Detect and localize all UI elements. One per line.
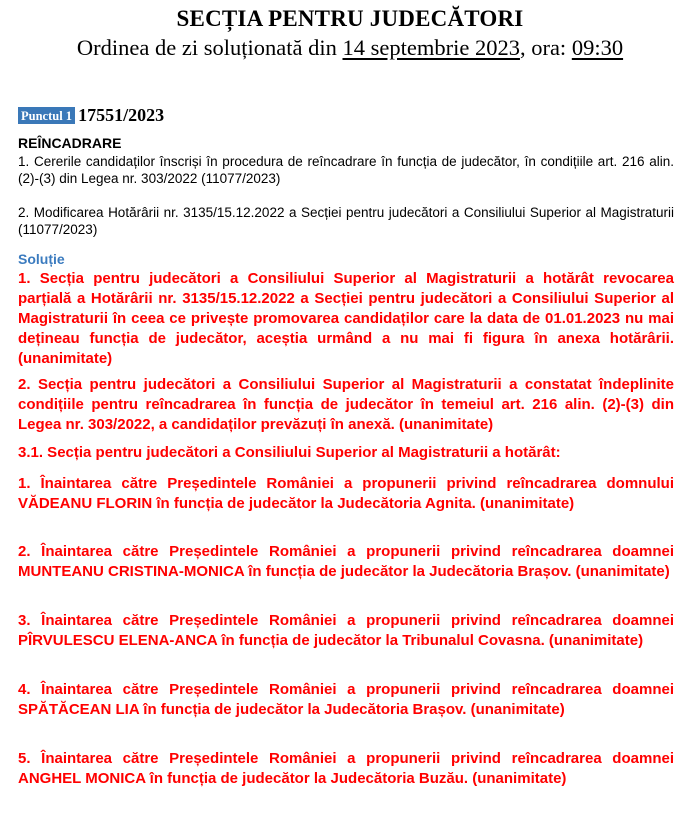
solution-item: 1. Secția pentru judecători a Consiliului Superior al Magistraturii a hotărât revocarea parțială a Hotărârii nr. 3135/15.12.2022 a Secției pentru judecători a Consiliului Superior al Magistraturii în ceea ce privește promovarea candidaților care la data de 01.01.2023 nu mai dețineau funcția de judecător, aceștia urmând a nu mai fi figura în anexa hotărârii. (unanimitate) <box>18 270 674 367</box>
agenda-subtitle <box>0 35 700 61</box>
subtitle-mid: , ora: <box>519 35 572 60</box>
point-badge: Punctul 1 <box>18 107 75 124</box>
solution-item: 3.1. Secția pentru judecători a Consiliului Superior al Magistraturii a hotărât: <box>18 444 561 461</box>
solution-item: 3. Înaintarea către Președintele României a propunerii privind reîncadrarea doamnei PÎRVULESCU ELENA-ANCA în funcția de judecător la Tribunalul Covasna. (unanimitate) <box>18 612 674 649</box>
agenda-item: 1. Cererile candidaților înscriși în procedura de reîncadrare în funcția de judecător, în condițiile art. 216 alin. (2)-(3) din Legea nr. 303/2022 (11077/2023) <box>18 154 674 186</box>
solution-item: 2. Secția pentru judecători a Consiliului Superior al Magistraturii a constatat îndeplinite condițiile pentru reîncadrarea în funcția de judecător în temeiul art. 216 alin. (2)-(3) din Legea nr. 303/2022, a candidaților prevăzuți în anexă. (unanimitate) <box>18 376 674 433</box>
meeting-date: 14 septembrie 2023 <box>342 35 520 60</box>
agenda-item: 2. Modificarea Hotărârii nr. 3135/15.12.2022 a Secției pentru judecători a Consiliului Superior al Magistraturii (11077/2023) <box>18 205 674 237</box>
solution-item: 1. Înaintarea către Președintele României a propunerii privind reîncadrarea domnului VĂDEANU FLORIN în funcția de judecător la Judecătoria Agnita. (unanimitate) <box>18 475 674 512</box>
page-title: SECȚIA PENTRU JUDECĂTORI <box>176 6 524 31</box>
meeting-time: 09:30 <box>571 35 624 60</box>
section-heading: REÎNCADRARE <box>18 135 122 151</box>
point-number: 17551/2023 <box>78 105 165 125</box>
point-header <box>18 104 164 126</box>
solution-item: 4. Înaintarea către Președintele României a propunerii privind reîncadrarea doamnei SPĂTĂCEAN LIA în funcția de judecător la Judecătoria Brașov. (unanimitate) <box>18 681 674 718</box>
solution-item: 5. Înaintarea către Președintele României a propunerii privind reîncadrarea doamnei ANGHEL MONICA în funcția de judecător la Judecătoria Buzău. (unanimitate) <box>18 750 674 787</box>
solution-heading: Soluție <box>18 251 65 267</box>
subtitle-prefix: Ordinea de zi soluționată din <box>76 35 343 60</box>
solution-item: 2. Înaintarea către Președintele României a propunerii privind reîncadrarea doamnei MUNTEANU CRISTINA-MONICA în funcția de judecător la Judecătoria Brașov. (unanimitate) <box>18 543 674 580</box>
